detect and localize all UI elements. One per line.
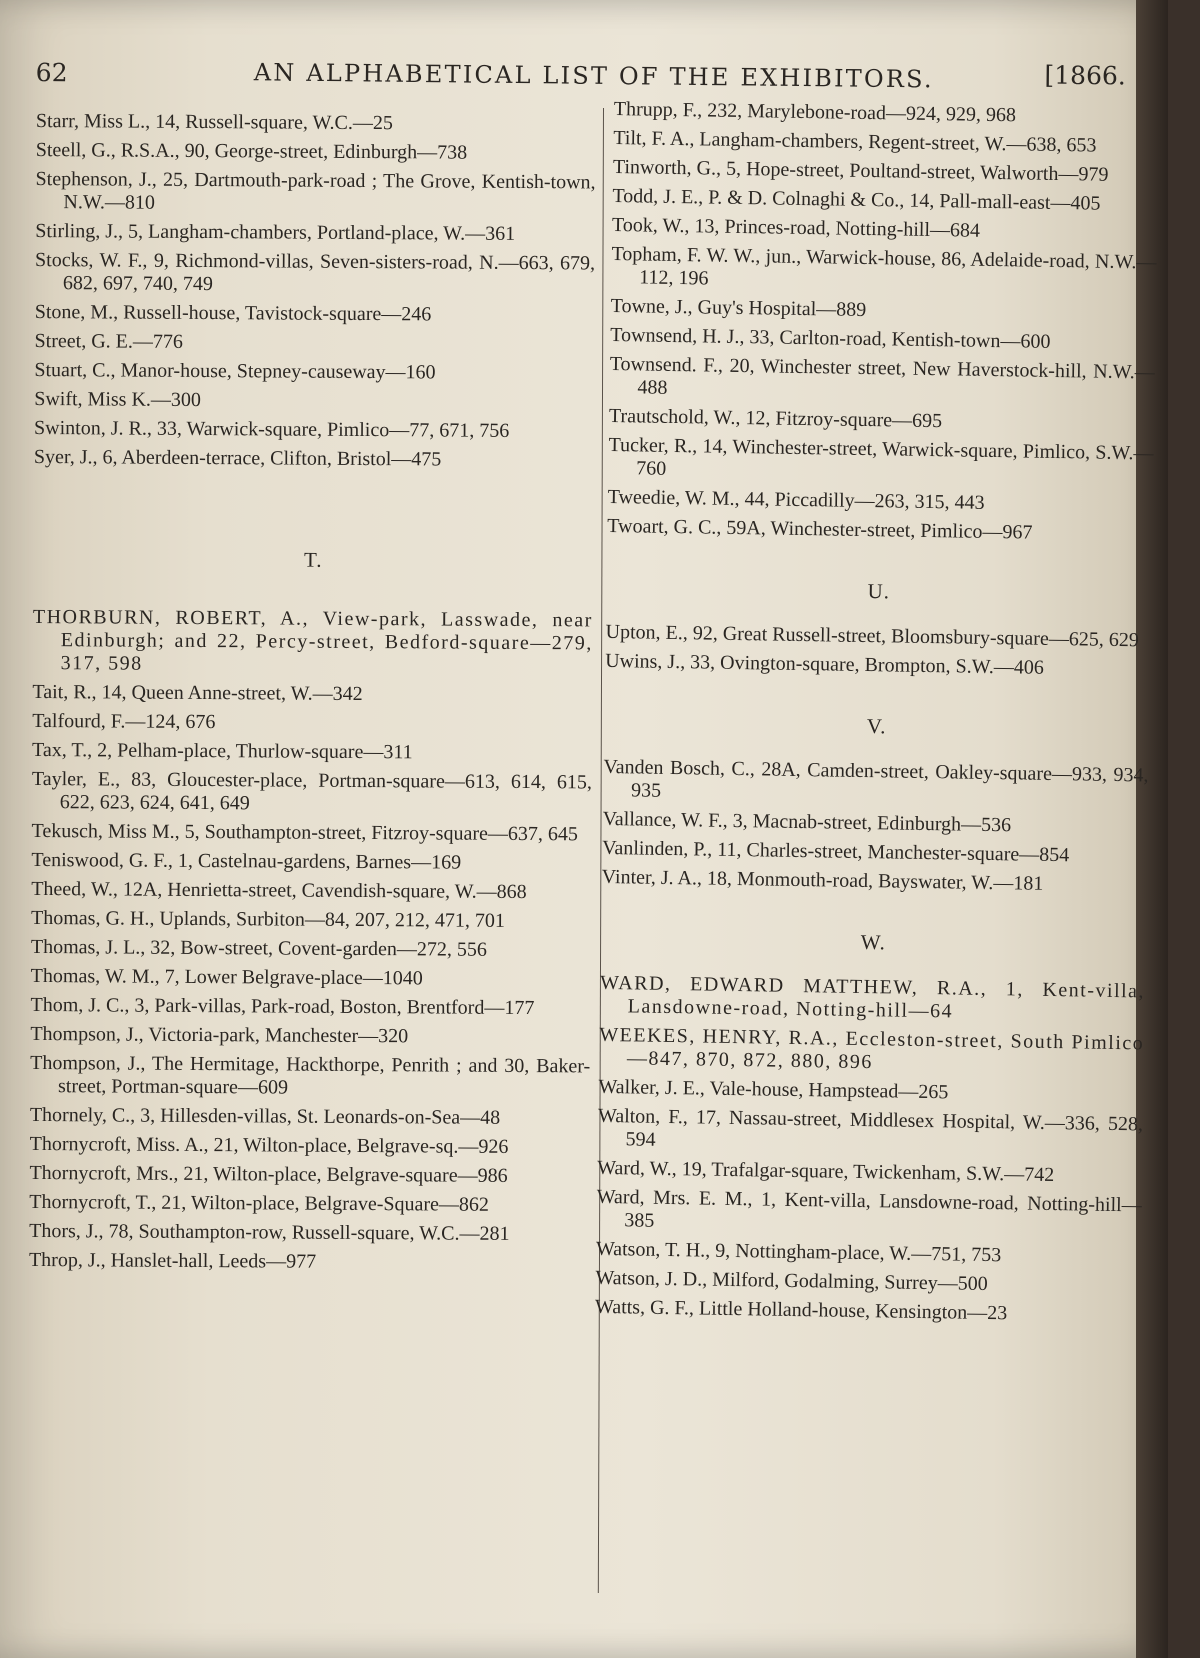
exhibitor-entry: Tax, T., 2, Pelham-place, Thurlow-square—311 [32,738,413,764]
exhibitor-entry: Ward, Mrs. E. M., 1, Kent-villa, Lansdowne-road, Notting-hill—385 [596,1185,1142,1232]
exhibitor-entry: Thomas, J. L., 32, Bow-street, Covent-garden—272, 556 [30,935,487,961]
exhibitor-entry: Tekusch, Miss M., 5, Southampton-street, Fitzroy-square—637, 645 [31,819,578,846]
t-entries-continued [607,98,1159,547]
exhibitor-entry-academician: WARD, EDWARD MATTHEW, R.A., 1, Kent-villa, Lansdowne-road, Notting-hill—64 [599,971,1146,1023]
w-entries [595,972,1145,1328]
running-head [36,50,1126,105]
exhibitor-entry: Tilt, F. A., Langham-chambers, Regent-street, W.—638, 653 [613,126,1097,157]
exhibitor-entry: Uwins, J., 33, Ovington-square, Brompton, S.W.—406 [604,649,1044,679]
section-heading-t: T. [303,547,323,572]
section-heading-w: W. [860,929,887,955]
exhibitor-entry: Steell, G., R.S.A., 90, George-street, Edinburgh—738 [35,138,468,164]
page-title: AN ALPHABETICAL LIST OF THE EXHIBITORS. [253,58,934,94]
exhibitor-entry: Stephenson, J., 25, Dartmouth-park-road ; The Grove, Kentish-town, N.W.—810 [35,167,596,214]
exhibitor-entry: Walton, F., 17, Nassau-street, Middlesex Hospital, W.—336, 528, 594 [597,1104,1144,1151]
exhibitor-entry: Upton, E., 92, Great Russell-street, Bloomsbury-square—625, 629 [605,620,1139,652]
exhibitor-entry: Watts, G. F., Little Holland-house, Kensington—23 [594,1295,1008,1325]
u-entries [605,621,1151,682]
exhibitor-entry: Ward, W., 19, Trafalgar-square, Twickenham, S.W.—742 [597,1156,1055,1187]
exhibitor-entry: Vallance, W. F., 3, Macnab-street, Edinburgh—536 [602,807,1012,837]
exhibitor-entry: Townsend, H. J., 33, Carlton-road, Kentish-town—600 [610,323,1051,353]
exhibitor-entry: Vanlinden, P., 11, Charles-street, Manchester-square—854 [602,836,1070,867]
exhibitor-entry: Took, W., 13, Princes-road, Notting-hill—684 [611,213,981,242]
exhibitor-entry: Vinter, J. A., 18, Monmouth-road, Bayswater, W.—181 [601,865,1044,895]
s-entries [34,110,596,472]
exhibitor-entry: Starr, Miss L., 14, Russell-square, W.C.—25 [35,110,393,135]
exhibitor-entry: Stuart, C., Manor-house, Stepney-causeway—160 [34,358,436,384]
v-entries [602,756,1149,898]
t-entries [29,606,593,1275]
exhibitor-entry: Townsend. F., 20, Winchester street, New Haverstock-hill, N.W.—488 [609,352,1155,399]
exhibitor-entry: Thomas, W. M., 7, Lower Belgrave-place—1040 [30,964,423,990]
exhibitor-entry: Towne, J., Guy's Hospital—889 [610,294,867,321]
exhibitor-entry: Vanden Bosch, C., 28A, Camden-street, Oakley-square—933, 934, 935 [603,755,1149,802]
exhibitor-entry: Tinworth, G., 5, Hope-street, Poultand-street, Walworth—979 [612,155,1109,186]
exhibitor-entry: Thompson, J., The Hermitage, Hackthorpe, Penrith ; and 30, Baker-street, Portman-square—609 [30,1051,591,1099]
exhibitor-entry: Topham, F. W. W., jun., Warwick-house, 86, Adelaide-road, N.W.—112, 196 [611,242,1157,290]
exhibitor-entry: Watson, J. D., Milford, Godalming, Surrey—500 [595,1266,988,1296]
exhibitor-entry: Thors, J., 78, Southampton-row, Russell-square, W.C.—281 [29,1219,510,1245]
exhibitor-entry: Throp, J., Hanslet-hall, Leeds—977 [28,1248,317,1273]
exhibitor-entry: Twoart, G. C., 59A, Winchester-street, Pimlico—967 [607,514,1033,544]
exhibitor-entry: Swinton, J. R., 33, Warwick-square, Pimlico—77, 671, 756 [33,416,510,442]
exhibitor-entry: Walker, J. E., Vale-house, Hampstead—265 [598,1075,949,1104]
exhibitor-entry: Thornycroft, Mrs., 21, Wilton-place, Belgrave-square—986 [29,1161,508,1187]
exhibitor-entry: Syer, J., 6, Aberdeen-terrace, Clifton, Bristol—475 [33,445,442,471]
exhibitor-entry: Thrupp, F., 232, Marylebone-road—924, 929, 968 [613,98,1017,127]
exhibitor-entry-academician: WEEKES, HENRY, R.A., Eccleston-street, South Pimlico—847, 870, 872, 880, 896 [599,1023,1145,1074]
exhibitor-entry: Stirling, J., 5, Langham-chambers, Portland-place, W.—361 [35,219,516,245]
exhibitor-entry: Street, G. E.—776 [34,329,183,353]
exhibitor-entry: Thornycroft, Miss. A., 21, Wilton-place, Belgrave-sq.—926 [29,1132,509,1158]
left-column [29,110,596,1281]
exhibitor-entry: Thornycroft, T., 21, Wilton-place, Belgrave-Square—862 [29,1190,490,1216]
section-heading-v: V. [866,714,887,739]
exhibitor-entry-academician: THORBURN, ROBERT, A., View-park, Lasswade, near Edinburgh; and 22, Percy-street, Bedford-square—279, 317, 598 [32,605,593,675]
exhibitor-entry: Thompson, J., Victoria-park, Manchester—320 [30,1022,409,1048]
exhibitor-entry: Watson, T. H., 9, Nottingham-place, W.—751, 753 [595,1237,1002,1267]
exhibitor-entry: Trautschold, W., 12, Fitzroy-square—695 [608,404,943,433]
exhibitor-entry: Tayler, E., 83, Gloucester-place, Portman-square—613, 614, 615, 622, 623, 624, 641, 649 [31,767,592,815]
section-heading-u: U. [867,579,891,604]
exhibitor-entry: Thornely, C., 3, Hillesden-villas, St. Leonards-on-Sea—48 [29,1103,501,1129]
exhibitor-entry: Tucker, R., 14, Winchester-street, Warwick-square, Pimlico, S.W.—760 [608,433,1154,480]
exhibitor-entry: Tait, R., 14, Queen Anne-street, W.—342 [32,680,363,706]
exhibitor-entry: Todd, J. E., P. & D. Colnaghi & Co., 14, Pall-mall-east—405 [612,184,1101,215]
page-number: 62 [35,57,68,88]
exhibitor-entry: Thom, J. C., 3, Park-villas, Park-road, Boston, Brentford—177 [30,993,535,1020]
page-year: [1866. [1044,60,1126,91]
exhibitor-entry: Theed, W., 12A, Henrietta-street, Cavendish-square, W.—868 [31,877,527,904]
exhibitor-entry: Thomas, G. H., Uplands, Surbiton—84, 207, 212, 471, 701 [30,906,506,932]
exhibitor-entry: Tweedie, W. M., 44, Piccadilly—263, 315, 443 [607,485,985,514]
exhibitor-entry: Stone, M., Russell-house, Tavistock-square—246 [34,300,432,326]
exhibitor-entry: Teniswood, G. F., 1, Castelnau-gardens, Barnes—169 [31,848,462,874]
exhibitor-entry: Swift, Miss K.—300 [34,387,202,412]
right-column [595,98,1159,1333]
exhibitor-entry: Talfourd, F.—124, 676 [32,709,216,734]
exhibitor-entry: Stocks, W. F., 9, Richmond-villas, Seven-sisters-road, N.—663, 679, 682, 697, 740, 749 [35,248,596,296]
